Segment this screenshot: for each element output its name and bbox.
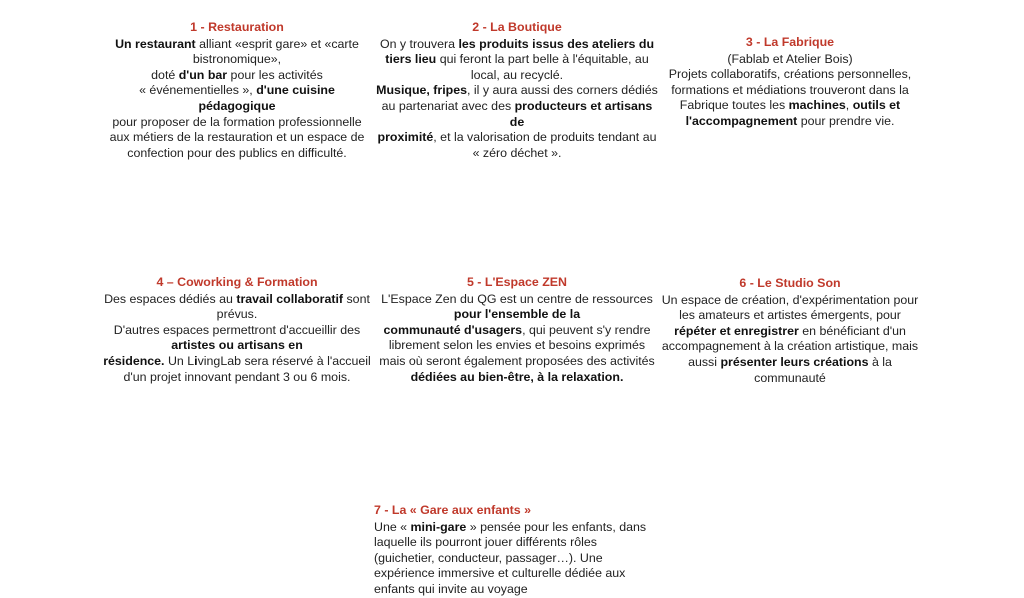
text-line [374,582,664,598]
text-run: aux métiers de la restauration et un espace de [109,130,365,145]
text-line [374,370,660,386]
text-run: librement selon les envies et besoins exprimés [388,338,646,353]
text-run: Projets collaboratifs, créations personnelles, [668,67,912,82]
text-run: laquelle ils pourront jouer différents rôles [374,535,597,550]
text-run: (Fablab et Atelier Bois) [727,51,853,66]
section-studio-son [660,276,920,386]
text-line [100,83,374,114]
text-run: pour proposer de la formation professionnelle [112,114,362,129]
text-line [660,98,920,114]
text-run: mais où seront également proposées des activités [379,353,655,368]
text-line [100,52,374,68]
text-line [374,99,660,130]
text-run: alliant «esprit gare» et «carte [195,36,359,51]
text-run: On y trouvera [379,36,459,51]
text-run: « événementielles », [139,83,257,98]
text-line [100,307,374,323]
bold-text: répéter et enregistrer [674,323,799,338]
text-run: formations et médiations trouveront dans la [671,82,909,97]
bold-text: Un restaurant [115,36,196,51]
bold-text: i [194,353,198,368]
text-line [660,339,920,355]
section-body [100,292,374,386]
section-gare-aux-enfants [374,503,664,598]
section-body [660,52,920,130]
bold-text: pour l'ensemble de la [453,307,581,322]
text-run: (guichetier, conducteur, passager…). Une [374,550,603,565]
bold-text: les produits issus des ateliers du [458,36,655,51]
section-title: 1 - Restauration [190,20,284,34]
text-run: L'Espace Zen du QG est un centre de ressources [381,291,653,306]
text-run: , qui peuvent s'y rendre [522,322,651,337]
text-line [100,292,374,308]
text-line [100,130,374,146]
text-run: , et la valorisation de produits tendant au [433,130,657,145]
text-line [374,338,660,354]
text-run: communauté [754,370,826,385]
text-run: doté [151,67,179,82]
text-run: Un L [164,353,195,368]
text-run: accompagnement à la création artistique, mais [661,339,919,354]
bold-text: tiers lieu [385,52,437,67]
text-run: qui feront la part belle à l'équitable, au [436,52,649,67]
section-title: 4 – Coworking & Formation [156,275,318,289]
text-run: pour les activités [227,67,323,82]
section-title: 2 - La Boutique [472,20,562,34]
text-run: Des espaces dédiés au [104,291,237,306]
text-line [374,354,660,370]
text-line [374,307,660,323]
bold-text: outils et [852,98,901,113]
text-run: , [845,98,853,113]
bold-text: d'une cuisine pédagogique [198,83,335,113]
text-run: D'autres espaces permettront d'accueillir des [113,322,361,337]
text-run: à la [868,354,892,369]
text-run: Un espace de création, d'expérimentation pour [661,292,919,307]
text-run: aussi [688,354,721,369]
text-line [374,130,660,146]
section-fabrique [660,35,920,130]
text-line [100,37,374,53]
section-body [100,37,374,162]
section-body [374,520,664,598]
section-title: 7 - La « Gare aux enfants » [374,503,532,517]
text-run: » pensée pour les enfants, dans [466,519,647,534]
section-boutique [374,20,660,161]
bold-text: dédiées au bien-être, à la relaxation. [410,369,624,384]
section-body [374,37,660,162]
text-line [374,535,664,551]
text-line [374,292,660,308]
bold-text: travail collaboratif [236,291,344,306]
text-line [660,293,920,309]
section-body [374,292,660,386]
text-run: pour prendre vie. [797,113,895,128]
bold-text: présenter leurs créations [720,354,869,369]
text-run: vingLab sera réservé à l'accueil [197,353,371,368]
text-line [374,323,660,339]
bold-text: Musique, fripes [376,83,468,98]
section-title: 6 - Le Studio Son [739,276,841,290]
text-line [660,114,920,130]
section-title: 5 - L'Espace ZEN [466,275,568,289]
text-line [100,146,374,162]
text-line [374,37,660,53]
text-line [660,83,920,99]
text-line [100,68,374,84]
text-line [660,52,920,68]
section-espace-zen [374,275,660,385]
section-coworking [100,275,374,385]
text-line [660,308,920,324]
bold-text: proximité [377,130,434,145]
text-line [660,355,920,371]
text-line [374,83,660,99]
bold-text: machines [788,98,846,113]
text-run: au partenariat avec des [381,98,515,113]
text-line [100,338,374,354]
text-run: enfants qui invite au voyage [374,581,528,596]
text-line [100,370,374,386]
bold-text: d'un bar [178,67,228,82]
text-line [660,67,920,83]
section-body [660,293,920,387]
text-run: en bénéficiant d'un [798,323,906,338]
text-run: d'un projet innovant pendant 3 ou 6 mois. [123,369,351,384]
bold-text: producteurs et artisans de [509,98,653,129]
text-run: prévus. [216,307,258,322]
text-line [100,115,374,131]
bold-text: mini-gare [410,519,467,534]
text-run: expérience immersive et culturelle dédiée aux [374,566,626,581]
section-title: 3 - La Fabrique [745,35,835,49]
text-line [660,371,920,387]
text-line [374,566,664,582]
text-line [374,551,664,567]
bold-text: résidence. [103,353,165,368]
text-run: Une « [374,519,411,534]
text-run: les amateurs et artistes émergents, pour [679,308,901,323]
text-line [374,52,660,68]
section-restauration [100,20,374,161]
text-run: local, au recyclé. [470,67,564,82]
text-run: sont [343,291,370,306]
text-run: Fabrique toutes les [679,98,789,113]
text-line [660,324,920,340]
text-line [374,68,660,84]
text-line [100,354,374,370]
text-run: confection pour des publics en difficulté. [127,145,347,160]
bold-text: artistes ou artisans en [171,338,303,353]
text-line [374,520,664,536]
bold-text: l'accompagnement [685,113,798,128]
text-line [100,323,374,339]
bold-text: communauté d'usagers [383,322,523,337]
text-run: , il y aura aussi des corners dédiés [467,83,658,98]
text-run: bistronomique», [192,52,282,67]
text-line [374,146,660,162]
text-run: « zéro déchet ». [472,145,562,160]
